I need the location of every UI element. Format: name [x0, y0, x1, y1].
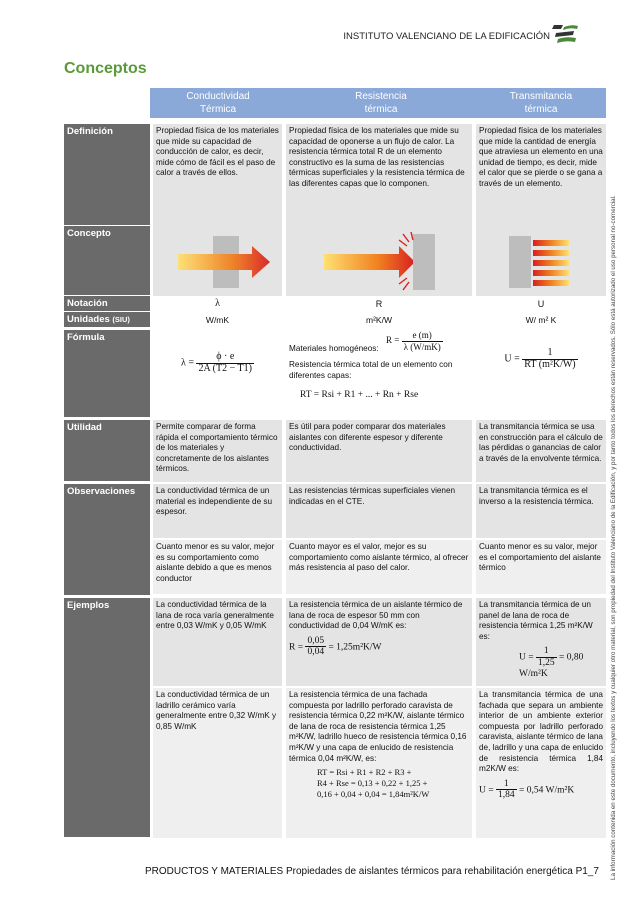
column-header-transmitancia: Transmitancia térmica [476, 88, 606, 118]
copyright-notice: La información contenida en este documento, incluyendo los textos y cualquier otro material, son propiedad del Instituto Valenciano de la Edificación, y por tanto todos los derechos están reservados. Sólo está autorizado el uso personal no-comercial. [610, 195, 617, 880]
notation-r: R [375, 299, 383, 309]
row-unidades [64, 312, 606, 328]
row-concepto [64, 226, 606, 296]
cell-ejemplos-b-conductividad: La conductividad térmica de un ladrillo cerámico varía generalmente entre 0,32 W/mK y 0,85 W/mK [153, 688, 282, 838]
formula-transmitancia: U = $\frac{1}{\text{RT (m²K/W)}}$ [504, 347, 576, 370]
notation-u: U [537, 299, 545, 309]
heat-blocked-wall-icon [289, 228, 469, 292]
row-label: Concepto [64, 226, 150, 296]
row-definicion [64, 124, 606, 226]
heat-flow-bars-icon [479, 228, 603, 292]
cell-observaciones-b-conductividad: Cuanto menor es su valor, mejor es su comportamiento como aislante debido a que es menos conductor [153, 540, 282, 594]
row-formula [64, 330, 606, 418]
cell-ejemplos-a-transmitancia: La transmitancia térmica de un panel de lana de roca de resistencia térmica 1,25 m²K/W es: U = $\frac{1}{1,25}$ = 0,80 W/m²K [476, 598, 606, 686]
formula-conductividad: λ = $\frac{\phi \cdot e}{2A (T2 - T1)}$ [180, 351, 252, 374]
row-ejemplos [64, 598, 606, 838]
row-label: Definición [64, 124, 150, 226]
cell-ejemplos-b-resistencia: La resistencia térmica de una fachada compuesta por ladrillo perforado caravista de resistencia térmica 0,22 m²K/W, aislante térmico de lana de roca de resistencia térmica 1,25 m²K/W, ladrillo hueco de resistencia térmica 0,16 m²K/W y una capa de enlucido de resistencia térmica 0,04 m²K/W, es: RT = Rsi + R1 + R2 + R3 + R4 + Rse = 0,13 + 0,22 + 1,25 + 0,16 + 0,04 + 0,04 = 1,84m²K/W [286, 688, 472, 838]
section-title: Conceptos [64, 60, 147, 77]
ive-logo [552, 22, 578, 46]
cell-definicion-resistencia: Propiedad física de los materiales que mide su capacidad de oponerse a un flujo de calor. La resistencia térmica total R de un elemento constructivo es la suma de las resistencias térmicas superficiales y la resistencia térmica de las diferentes capas que lo componen. [286, 124, 472, 226]
formula-resistencia: R = $\frac{e (m)}{\lambda (W/mK)}$ Materiales homogéneos: Resistencia térmica total de un elemento con diferentes capas: RT = Rsi + R1 + ... + Rn + Rse [289, 330, 453, 400]
cell-ejemplos-a-conductividad: La conductividad térmica de la lana de roca varía generalmente entre 0,03 W/mK y 0,05 W/mK [153, 598, 282, 686]
units-resistencia: m²K/W [366, 315, 392, 325]
cell-ejemplos-a-resistencia: La resistencia térmica de un aislante térmico de lana de roca de espesor 50 mm con conductividad de 0,04 W/mK es: R = $\frac{0,05}{0,04}$ = 1,25m²K/W [286, 598, 472, 686]
cell-observaciones-a-conductividad: La conductividad térmica de un material es independiente de su espesor. [153, 484, 282, 538]
row-observaciones [64, 484, 606, 596]
notation-lambda: λ [215, 298, 220, 309]
illustration-resistencia [286, 226, 472, 296]
illustration-conductividad [153, 226, 282, 296]
row-notacion [64, 296, 606, 312]
row-label: Unidades (SIU) [64, 312, 150, 328]
cell-definicion-transmitancia: Propiedad física de los materiales que mide la cantidad de energía que atraviesa un elemento en una unidad de tiempo, es decir, mide el calor que se pierde o se gana a través de un elemento. [476, 124, 606, 226]
cell-observaciones-b-resistencia: Cuanto mayor es el valor, mejor es su comportamiento como aislante térmico, al ofrecer más resistencia al paso del calor. [286, 540, 472, 594]
row-label: Ejemplos [64, 598, 150, 838]
cell-observaciones-b-transmitancia: Cuanto menor es su valor, mejor es el comportamiento del aislante térmico [476, 540, 606, 594]
row-label: Fórmula [64, 330, 150, 418]
row-label: Utilidad [64, 420, 150, 482]
institute-name: INSTITUTO VALENCIANO DE LA EDIFICACIÓN [343, 31, 550, 42]
units-conductividad: W/mK [205, 315, 230, 325]
row-utilidad [64, 420, 606, 482]
cell-utilidad-conductividad: Permite comparar de forma rápida el comportamiento térmico de los materiales y concretamente de los aislantes térmicos. [153, 420, 282, 482]
cell-ejemplos-b-transmitancia: La transmitancia térmica de una fachada que separa un ambiente interior de un ambiente exterior compuesta por ladrillo perforado caravista, aislante térmico de lana de, ladrillo y una capa de enlucido de resistencia térmica 1,84 m2K/W es: U = $\frac{1}{1,84}$ = 0,54 W/m²K [476, 688, 606, 838]
cell-definicion-conductividad: Propiedad física de los materiales que mide su capacidad de conducción de calor, es decir, mide cómo de fácil es el paso de calor a través de ellos. [153, 124, 282, 226]
cell-observaciones-a-transmitancia: La transmitancia térmica es el inverso a la resistencia térmica. [476, 484, 606, 538]
column-header-resistencia: Resistencia térmica [286, 88, 476, 118]
column-header-conductividad: Conductividad Térmica [150, 88, 286, 118]
heat-through-wall-icon [156, 228, 279, 292]
row-label: Notación [64, 296, 150, 312]
cell-utilidad-transmitancia: La transmitancia térmica se usa en construcción para el cálculo de las pérdidas o ganancias de calor a través de la envolvente térmica. [476, 420, 606, 482]
cell-utilidad-resistencia: Es útil para poder comparar dos materiales aislantes con diferente espesor y diferente conductividad. [286, 420, 472, 482]
illustration-transmitancia [476, 226, 606, 296]
row-label: Observaciones [64, 484, 150, 596]
cell-observaciones-a-resistencia: Las resistencias térmicas superficiales vienen indicadas en el CTE. [286, 484, 472, 538]
units-transmitancia: W/ m² K [525, 315, 557, 325]
page-footer: PRODUCTOS Y MATERIALES Propiedades de aislantes térmicos para rehabilitación energética P1_7 [145, 866, 599, 877]
